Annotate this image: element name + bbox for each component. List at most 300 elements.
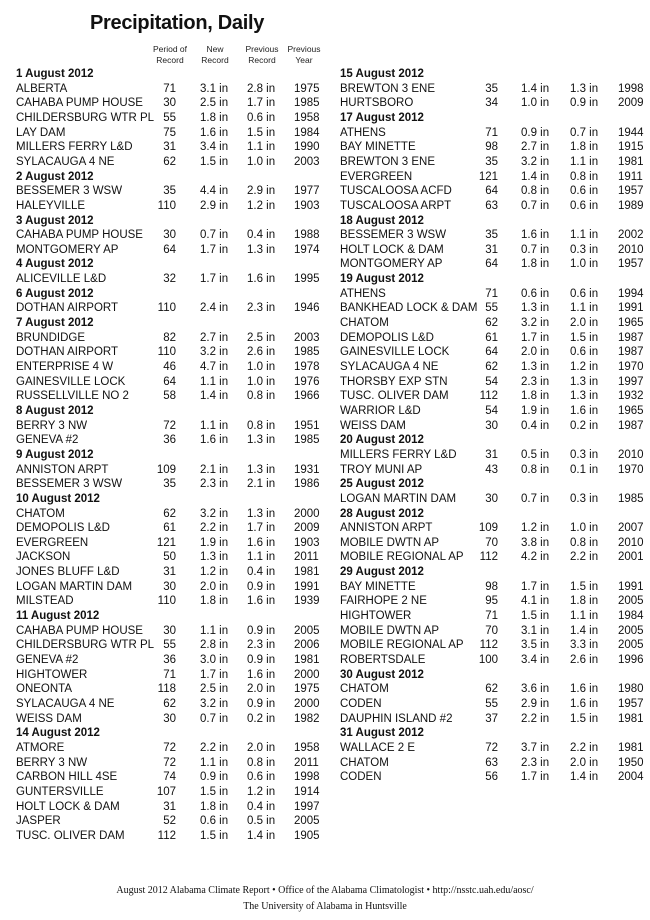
period-of-record: 63 [485, 756, 498, 769]
previous-year: 1998 [294, 771, 320, 784]
station-name: JONES BLUFF L&D [16, 566, 120, 579]
period-of-record: 35 [485, 155, 498, 168]
date-label: 18 August 2012 [340, 214, 424, 227]
new-record: 3.2 in [200, 346, 229, 359]
period-of-record: 58 [163, 390, 176, 403]
previous-record: 0.6 in [247, 771, 276, 784]
previous-year: 2005 [294, 815, 320, 828]
new-record: 0.7 in [200, 229, 229, 242]
new-record: 0.7 in [521, 199, 550, 212]
date-label: 11 August 2012 [16, 610, 100, 623]
previous-record: 0.5 in [247, 815, 276, 828]
new-record: 0.5 in [521, 448, 550, 461]
station-name: GUNTERSVILLE [16, 785, 104, 798]
previous-year: 1997 [294, 800, 320, 813]
new-record: 3.4 in [521, 654, 550, 666]
page-title: Precipitation, Daily [90, 12, 265, 34]
previous-record: 2.8 in [247, 82, 276, 95]
previous-year: 1951 [294, 419, 320, 432]
station-name: ANNISTON ARPT [16, 463, 109, 476]
header-prev-year-line1: Previous [287, 44, 321, 54]
previous-record: 1.6 in [570, 697, 599, 710]
period-of-record: 71 [163, 82, 176, 95]
previous-year: 2001 [618, 551, 644, 564]
previous-year: 1987 [618, 419, 644, 432]
previous-year: 1981 [294, 654, 320, 666]
new-record: 1.5 in [200, 785, 229, 798]
table-row [0, 565, 650, 579]
new-record: 1.8 in [200, 111, 229, 124]
station-name: LAY DAM [16, 126, 66, 139]
period-of-record: 31 [485, 448, 498, 461]
new-record: 3.4 in [200, 141, 229, 154]
previous-year: 1903 [294, 199, 320, 212]
new-record: 2.5 in [200, 683, 229, 696]
new-record: 0.7 in [521, 492, 550, 505]
previous-record: 1.1 in [570, 302, 599, 315]
previous-year: 1950 [618, 756, 644, 769]
previous-year: 1932 [618, 390, 644, 403]
previous-record: 2.3 in [247, 302, 276, 315]
new-record: 2.9 in [200, 199, 229, 212]
station-name: BAY MINETTE [340, 580, 416, 593]
previous-year: 1985 [294, 434, 320, 447]
period-of-record: 55 [163, 111, 176, 124]
station-name: MILLERS FERRY L&D [16, 141, 133, 154]
station-name: BANKHEAD LOCK & DAM [340, 302, 478, 315]
new-record: 2.4 in [200, 302, 229, 315]
new-record: 2.2 in [200, 522, 229, 535]
period-of-record: 30 [163, 624, 176, 637]
new-record: 1.3 in [521, 361, 550, 373]
previous-year: 1991 [294, 580, 320, 593]
new-record: 1.4 in [521, 170, 550, 183]
period-of-record: 32 [163, 273, 176, 286]
previous-year: 2010 [618, 243, 644, 256]
previous-year: 1985 [294, 346, 320, 359]
previous-year: 1980 [618, 683, 644, 696]
previous-record: 1.6 in [247, 273, 276, 286]
previous-year: 1944 [618, 126, 644, 139]
previous-record: 1.0 in [247, 375, 276, 388]
period-of-record: 71 [163, 668, 176, 681]
new-record: 3.1 in [521, 624, 550, 637]
previous-record: 0.8 in [570, 536, 599, 549]
table-row [0, 126, 650, 140]
date-label: 8 August 2012 [16, 404, 94, 417]
period-of-record: 61 [485, 331, 498, 344]
new-record: 3.7 in [521, 741, 550, 754]
station-name: THORSBY EXP STN [340, 375, 448, 388]
previous-year: 1989 [618, 199, 644, 212]
period-of-record: 54 [485, 375, 498, 388]
station-name: TROY MUNI AP [340, 463, 423, 476]
previous-record: 1.5 in [570, 580, 599, 593]
station-name: DOTHAN AIRPORT [16, 302, 119, 315]
new-record: 1.8 in [200, 595, 229, 608]
new-record: 1.7 in [521, 580, 550, 593]
previous-record: 1.6 in [247, 595, 276, 608]
station-name: JACKSON [16, 551, 71, 564]
previous-year: 1905 [294, 829, 320, 842]
previous-year: 1975 [294, 82, 320, 95]
header-new-record [195, 44, 235, 66]
previous-year: 1965 [618, 404, 644, 417]
previous-year: 1981 [618, 155, 644, 168]
table-row [0, 800, 650, 814]
table-row [0, 770, 650, 784]
previous-record: 1.3 in [570, 375, 599, 388]
new-record: 0.7 in [521, 243, 550, 256]
period-of-record: 30 [485, 419, 498, 432]
previous-year: 1946 [294, 302, 320, 315]
station-name: CHATOM [340, 317, 389, 330]
previous-record: 2.0 in [570, 756, 599, 769]
table-row [0, 756, 650, 770]
previous-year: 1911 [618, 170, 643, 183]
new-record: 1.8 in [521, 258, 550, 271]
period-of-record: 30 [163, 580, 176, 593]
period-of-record: 36 [163, 434, 176, 447]
table-row [0, 741, 650, 755]
table-row [0, 301, 650, 315]
footer-report-line: August 2012 Alabama Climate Report • Office of the Alabama Climatologist • http://nsstc.uah.edu/aosc/ [116, 885, 534, 896]
period-of-record: 30 [163, 97, 176, 110]
new-record: 1.3 in [200, 551, 229, 564]
table-row [0, 170, 650, 184]
new-record: 3.1 in [200, 82, 229, 95]
previous-record: 1.3 in [247, 507, 276, 520]
new-record: 3.6 in [521, 683, 550, 696]
previous-record: 1.4 in [247, 829, 276, 842]
previous-record: 0.7 in [570, 126, 599, 139]
previous-record: 2.2 in [570, 551, 599, 564]
date-label: 25 August 2012 [340, 478, 424, 491]
station-name: WEISS DAM [16, 712, 82, 725]
previous-year: 1995 [294, 273, 320, 286]
previous-year: 2011 [294, 551, 319, 564]
header-period-line2: Record [156, 55, 184, 65]
date-label: 14 August 2012 [16, 727, 100, 740]
station-name: MILSTEAD [16, 595, 74, 608]
previous-record: 1.4 in [570, 771, 599, 784]
header-new-line1: New [206, 44, 224, 54]
previous-record: 2.2 in [570, 741, 599, 754]
period-of-record: 34 [485, 97, 498, 110]
table-row [0, 550, 650, 564]
station-name: WALLACE 2 E [340, 741, 415, 754]
date-label: 7 August 2012 [16, 317, 94, 330]
station-name: LOGAN MARTIN DAM [340, 492, 457, 505]
table-row [0, 316, 650, 330]
period-of-record: 74 [163, 771, 176, 784]
previous-record: 1.1 in [247, 551, 276, 564]
previous-year: 2002 [618, 229, 644, 242]
station-name: BAY MINETTE [340, 141, 416, 154]
station-name: HALEYVILLE [16, 199, 86, 212]
period-of-record: 55 [163, 639, 176, 652]
period-of-record: 43 [485, 463, 498, 476]
period-of-record: 109 [156, 463, 176, 476]
previous-record: 1.5 in [247, 126, 276, 139]
station-name: BERRY 3 NW [16, 419, 88, 432]
previous-year: 1985 [618, 492, 644, 505]
new-record: 2.7 in [521, 141, 550, 154]
station-name: CODEN [340, 771, 382, 784]
new-record: 1.7 in [200, 668, 229, 681]
station-name: SYLACAUGA 4 NE [16, 697, 115, 710]
new-record: 3.0 in [200, 654, 229, 666]
station-name: ANNISTON ARPT [340, 522, 433, 535]
station-name: GENEVA #2 [16, 434, 79, 447]
station-name: CAHABA PUMP HOUSE [16, 624, 143, 637]
new-record: 0.4 in [521, 419, 550, 432]
station-name: CHILDERSBURG WTR PL [16, 111, 155, 124]
new-record: 3.8 in [521, 536, 550, 549]
previous-record: 0.3 in [570, 448, 599, 461]
date-label: 28 August 2012 [340, 507, 424, 520]
previous-year: 1997 [618, 375, 644, 388]
previous-year: 1957 [618, 185, 644, 198]
previous-record: 1.4 in [570, 624, 599, 637]
new-record: 1.1 in [200, 624, 229, 637]
station-name: CAHABA PUMP HOUSE [16, 229, 143, 242]
period-of-record: 62 [163, 697, 176, 710]
previous-year: 1958 [294, 741, 320, 754]
table-row [0, 814, 650, 828]
table-row [0, 609, 650, 623]
new-record: 1.6 in [200, 126, 229, 139]
period-of-record: 35 [485, 229, 498, 242]
header-period-line1: Period of [152, 44, 188, 54]
new-record: 1.4 in [521, 82, 550, 95]
period-of-record: 71 [485, 126, 498, 139]
previous-year: 1970 [618, 361, 644, 373]
new-record: 0.8 in [521, 463, 550, 476]
previous-record: 1.3 in [570, 390, 599, 403]
previous-record: 0.8 in [247, 419, 276, 432]
header-prev-year-line2: Year [295, 55, 313, 65]
station-name: GAINESVILLE LOCK [16, 375, 126, 388]
header-previous-record [240, 44, 284, 66]
station-name: MONTGOMERY AP [340, 258, 443, 271]
period-of-record: 71 [485, 610, 498, 623]
station-name: TUSCALOOSA ACFD [340, 185, 452, 198]
previous-year: 1998 [618, 82, 644, 95]
station-name: MOBILE DWTN AP [340, 536, 440, 549]
previous-record: 1.8 in [570, 595, 599, 608]
new-record: 2.0 in [521, 346, 550, 359]
period-of-record: 70 [485, 536, 498, 549]
new-record: 0.6 in [521, 287, 550, 300]
previous-year: 2010 [618, 448, 644, 461]
date-label: 3 August 2012 [16, 214, 94, 227]
new-record: 0.9 in [521, 126, 550, 139]
table-row [0, 82, 650, 96]
previous-record: 1.5 in [570, 712, 599, 725]
table-row [0, 433, 650, 447]
period-of-record: 64 [163, 375, 176, 388]
previous-record: 0.6 in [570, 185, 599, 198]
period-of-record: 35 [163, 185, 176, 198]
period-of-record: 31 [163, 566, 176, 579]
period-of-record: 37 [485, 712, 498, 725]
table-row [0, 419, 650, 433]
previous-record: 0.4 in [247, 229, 276, 242]
station-name: LOGAN MARTIN DAM [16, 580, 133, 593]
previous-year: 1988 [294, 229, 320, 242]
period-of-record: 35 [163, 478, 176, 491]
station-name: JASPER [16, 815, 61, 828]
previous-year: 1914 [294, 785, 320, 798]
station-name: EVERGREEN [340, 170, 413, 183]
previous-year: 2000 [294, 697, 320, 710]
table-row [0, 375, 650, 389]
station-name: GENEVA #2 [16, 654, 79, 666]
previous-record: 0.9 in [570, 97, 599, 110]
header-previous-year [283, 44, 325, 66]
station-name: ONEONTA [16, 683, 73, 696]
station-name: ENTERPRISE 4 W [16, 361, 114, 373]
period-of-record: 71 [485, 287, 498, 300]
table-row [0, 638, 650, 652]
period-of-record: 95 [485, 595, 498, 608]
new-record: 3.5 in [521, 639, 550, 652]
period-of-record: 30 [485, 492, 498, 505]
new-record: 2.3 in [200, 478, 229, 491]
period-of-record: 31 [163, 800, 176, 813]
period-of-record: 35 [485, 82, 498, 95]
new-record: 2.5 in [200, 97, 229, 110]
date-label: 17 August 2012 [340, 111, 424, 124]
previous-record: 0.9 in [247, 654, 276, 666]
previous-year: 1903 [294, 536, 320, 549]
previous-year: 1987 [618, 346, 644, 359]
station-name: CHATOM [16, 507, 65, 520]
station-name: HIGHTOWER [16, 668, 88, 681]
period-of-record: 61 [163, 522, 176, 535]
period-of-record: 31 [485, 243, 498, 256]
previous-year: 2003 [294, 155, 320, 168]
new-record: 0.9 in [200, 771, 229, 784]
table-row [0, 345, 650, 359]
station-name: ALICEVILLE L&D [16, 273, 107, 286]
period-of-record: 64 [485, 258, 498, 271]
station-name: MOBILE REGIONAL AP [340, 639, 464, 652]
new-record: 1.1 in [200, 756, 229, 769]
period-of-record: 72 [163, 756, 176, 769]
period-of-record: 109 [478, 522, 498, 535]
period-of-record: 112 [479, 639, 498, 652]
new-record: 1.2 in [521, 522, 550, 535]
previous-record: 1.1 in [570, 610, 599, 623]
previous-record: 1.3 in [247, 243, 276, 256]
date-label: 31 August 2012 [340, 727, 424, 740]
period-of-record: 98 [485, 141, 498, 154]
previous-record: 2.9 in [247, 185, 276, 198]
previous-year: 2006 [294, 639, 320, 652]
period-of-record: 70 [485, 624, 498, 637]
station-name: DAUPHIN ISLAND #2 [340, 712, 453, 725]
previous-year: 1984 [618, 610, 644, 623]
period-of-record: 55 [485, 302, 498, 315]
new-record: 1.7 in [200, 273, 229, 286]
new-record: 1.7 in [200, 243, 229, 256]
station-name: MOBILE REGIONAL AP [340, 551, 464, 564]
previous-year: 1958 [294, 111, 320, 124]
previous-year: 1974 [294, 243, 320, 256]
period-of-record: 31 [163, 141, 176, 154]
previous-year: 2005 [294, 624, 320, 637]
period-of-record: 100 [478, 654, 498, 666]
previous-record: 1.1 in [247, 141, 276, 154]
period-of-record: 112 [479, 390, 498, 403]
previous-year: 2000 [294, 507, 320, 520]
station-name: BESSEMER 3 WSW [16, 478, 123, 491]
previous-record: 0.1 in [570, 463, 599, 476]
previous-record: 1.8 in [570, 141, 599, 154]
station-name: BESSEMER 3 WSW [16, 185, 123, 198]
new-record: 1.5 in [200, 829, 229, 842]
previous-record: 1.6 in [247, 668, 276, 681]
previous-year: 2005 [618, 639, 644, 652]
station-name: HURTSBORO [340, 97, 414, 110]
station-name: MILLERS FERRY L&D [340, 448, 457, 461]
new-record: 3.2 in [521, 155, 550, 168]
previous-record: 1.6 in [570, 404, 599, 417]
period-of-record: 72 [485, 741, 498, 754]
table-row [0, 507, 650, 521]
previous-record: 2.0 in [570, 317, 599, 330]
period-of-record: 110 [157, 302, 176, 315]
table-row [0, 536, 650, 550]
previous-year: 2009 [618, 97, 644, 110]
previous-year: 1985 [294, 97, 320, 110]
previous-record: 0.8 in [247, 756, 276, 769]
new-record: 2.3 in [521, 375, 550, 388]
previous-year: 2005 [618, 624, 644, 637]
new-record: 1.5 in [200, 155, 229, 168]
station-name: ALBERTA [16, 82, 68, 95]
header-prev-record-line2: Record [248, 55, 276, 65]
new-record: 2.8 in [200, 639, 229, 652]
previous-record: 1.0 in [247, 361, 276, 373]
previous-record: 1.1 in [570, 155, 599, 168]
previous-record: 1.3 in [570, 82, 599, 95]
previous-year: 1987 [618, 331, 644, 344]
period-of-record: 121 [156, 536, 176, 549]
period-of-record: 36 [163, 654, 176, 666]
table-row [0, 360, 650, 374]
previous-record: 2.0 in [247, 683, 276, 696]
previous-year: 2007 [618, 522, 644, 535]
previous-record: 1.0 in [570, 258, 599, 271]
new-record: 2.2 in [521, 712, 550, 725]
previous-record: 0.4 in [247, 566, 276, 579]
previous-year: 1915 [618, 141, 644, 154]
new-record: 1.0 in [521, 97, 550, 110]
previous-record: 0.9 in [247, 624, 276, 637]
table-row [0, 521, 650, 535]
new-record: 1.7 in [521, 331, 550, 344]
table-row [0, 199, 650, 213]
previous-record: 2.1 in [247, 478, 276, 491]
footer-university-line: The University of Alabama in Huntsville [243, 901, 407, 912]
period-of-record: 62 [163, 507, 176, 520]
table-row [0, 96, 650, 110]
previous-year: 1965 [618, 317, 644, 330]
previous-year: 1981 [618, 712, 644, 725]
